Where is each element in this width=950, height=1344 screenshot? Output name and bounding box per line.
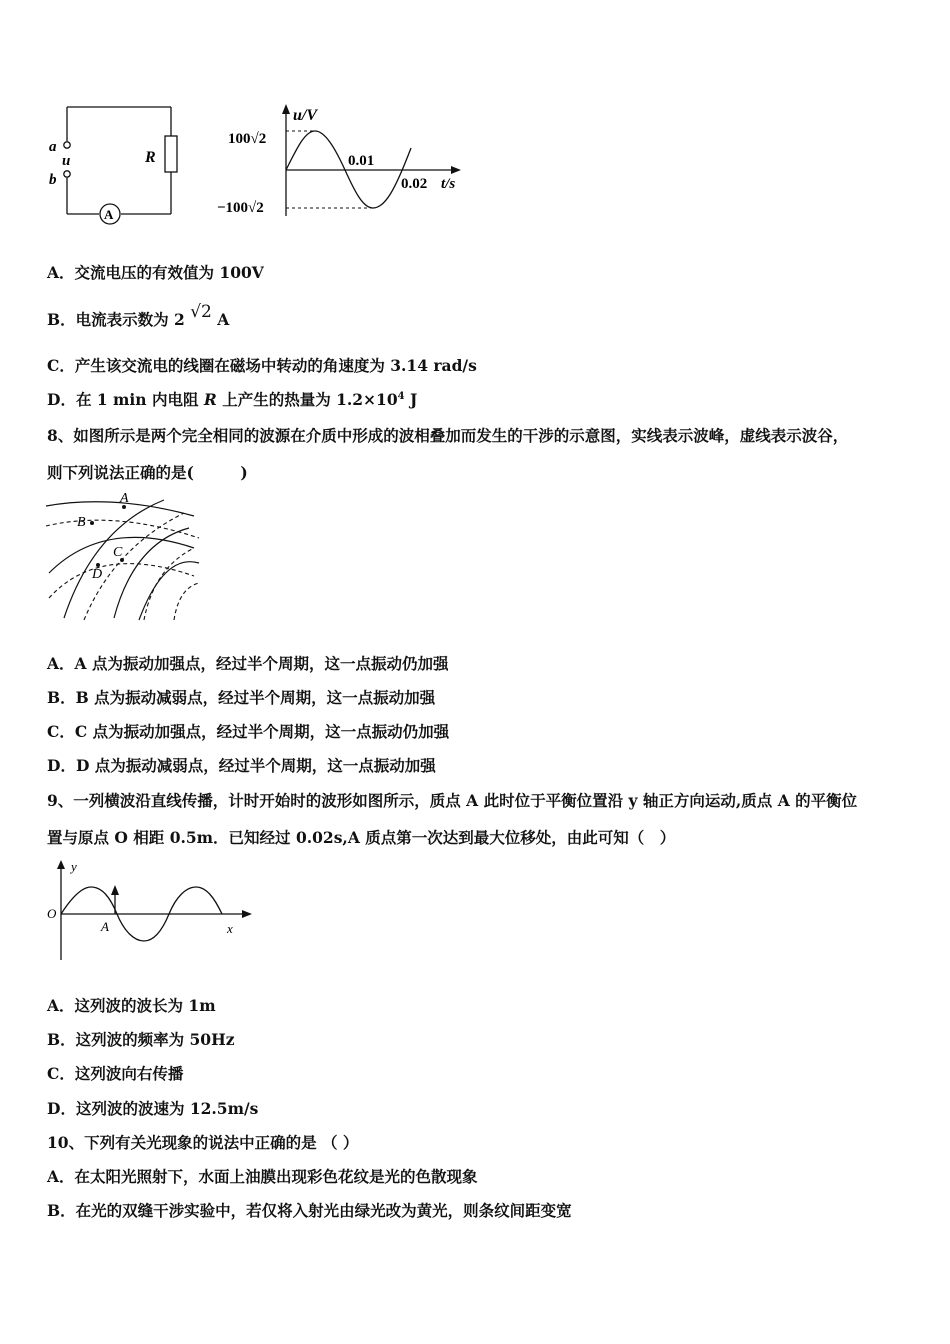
- q9-option-a: A．这列波的波长为 1m: [47, 996, 216, 1015]
- y-min-label: −100√2: [217, 200, 264, 216]
- q7-option-b-unit: A: [217, 310, 230, 329]
- q9-option-c: C．这列波向右传播: [47, 1064, 184, 1083]
- point-a-label: A: [120, 491, 129, 506]
- sqrt-two: √2: [190, 302, 212, 322]
- q8-option-b: B．B 点为振动减弱点，经过半个周期，这一点振动加强: [47, 688, 436, 707]
- q7-option-b: [47, 302, 230, 330]
- resistor-label: R: [145, 149, 156, 166]
- q7-option-d-exp: 4: [397, 390, 405, 402]
- q7-option-a: A．交流电压的有效值为 100V: [47, 263, 264, 282]
- point-d-label: D: [92, 567, 103, 582]
- q10-option-a: A．在太阳光照射下，水面上油膜出现彩色花纹是光的色散现象: [47, 1167, 478, 1186]
- q7-option-d-text2: 上产生的热量为 1.2×10: [222, 390, 398, 409]
- q7-option-d-unit: J: [409, 390, 418, 409]
- circuit-diagram: [40, 100, 200, 235]
- q9-stem-line1: 9、一列横波沿直线传播，计时开始时的波形如图所示，质点 A 此时位于平衡位置沿 y 轴正方向运动,质点 A 的平衡位: [47, 791, 858, 810]
- point-c-label: C: [113, 545, 123, 560]
- interference-diagram: [44, 488, 204, 623]
- t1-label: 0.01: [348, 153, 375, 169]
- ammeter-label: A: [104, 207, 114, 222]
- q8-stem-line1: 8、如图所示是两个完全相同的波源在介质中形成的波相叠加而发生的干涉的示意图，实线表示波峰，虚线表示波谷，: [47, 426, 849, 445]
- x-axis-label: t/s: [441, 176, 456, 192]
- q9-option-b: B．这列波的频率为 50Hz: [47, 1030, 235, 1049]
- q8-option-d: D．D 点为振动减弱点，经过半个周期，这一点振动加强: [47, 756, 436, 775]
- q7-option-d-text: D．在 1 min 内电阻: [47, 390, 199, 409]
- q9-option-d: D．这列波的波速为 12.5m/s: [47, 1099, 259, 1118]
- q8-option-a: A．A 点为振动加强点，经过半个周期，这一点振动仍加强: [47, 654, 449, 673]
- q10-option-b: B．在光的双缝干涉实验中，若仅将入射光由绿光改为黄光，则条纹间距变宽: [47, 1201, 572, 1220]
- x-axis-label: x: [227, 921, 233, 936]
- y-max-label: 100√2: [228, 131, 267, 147]
- q8-stem-line2: 则下列说法正确的是( ): [47, 463, 248, 482]
- q8-option-c: C．C 点为振动加强点，经过半个周期，这一点振动仍加强: [47, 722, 450, 741]
- voltage-time-graph: [215, 98, 475, 223]
- terminal-b-label: b: [49, 172, 57, 188]
- q9-stem-line2: 置与原点 O 相距 0.5m．已知经过 0.02s,A 质点第一次达到最大位移处，由此可知（ ）: [47, 828, 676, 847]
- t2-label: 0.02: [401, 176, 428, 192]
- origin-label: O: [47, 906, 57, 921]
- q10-stem: 10、下列有关光现象的说法中正确的是 （ ）: [47, 1133, 359, 1152]
- point-b-label: B: [77, 515, 86, 530]
- q7-option-b-text: B．电流表示数为 2: [47, 310, 185, 329]
- q7-option-d: [47, 388, 417, 410]
- point-a-label: A: [101, 919, 109, 934]
- y-axis-label: y: [71, 859, 77, 874]
- terminal-u-label: u: [62, 153, 71, 169]
- transverse-wave-graph: [44, 855, 259, 965]
- q7-option-c: C．产生该交流电的线圈在磁场中转动的角速度为 3.14 rad/s: [47, 356, 477, 375]
- q7-option-d-r: R: [203, 390, 217, 409]
- y-axis-label: u/V: [293, 107, 318, 124]
- terminal-a-label: a: [49, 139, 57, 155]
